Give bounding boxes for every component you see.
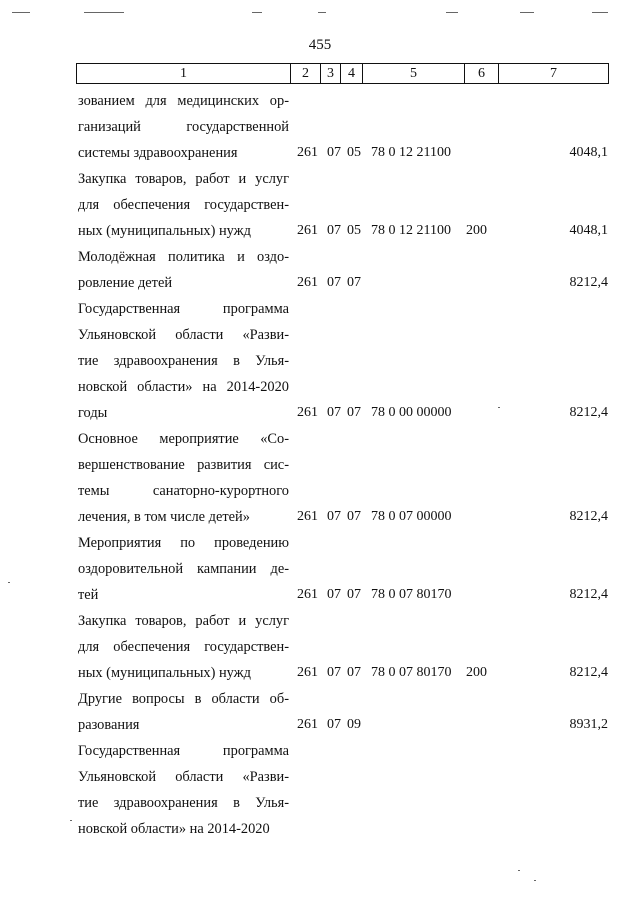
row-description-line: годы bbox=[78, 405, 108, 421]
header-col-5: 5 bbox=[362, 64, 464, 83]
row-amount: 4048,1 bbox=[569, 145, 608, 160]
row-description-line: для обеспечения государствен- bbox=[78, 639, 289, 655]
row-section: 07 bbox=[327, 223, 341, 238]
row-description-line: тие здравоохранения в Улья- bbox=[78, 353, 289, 369]
row-section: 07 bbox=[327, 717, 341, 732]
header-col-2: 2 bbox=[290, 64, 320, 83]
row-subsection: 07 bbox=[347, 587, 361, 602]
row-target-code: 78 0 07 80170 bbox=[371, 665, 452, 680]
row-description-line: ровление детей bbox=[78, 275, 173, 291]
row-amount: 8931,2 bbox=[569, 717, 608, 732]
scan-artifact bbox=[8, 582, 10, 583]
table-row bbox=[0, 244, 640, 296]
row-description-line: Ульяновской области «Разви- bbox=[78, 769, 289, 785]
row-subsection: 05 bbox=[347, 145, 361, 160]
row-description-line: Ульяновской области «Разви- bbox=[78, 327, 289, 343]
scan-artifact bbox=[592, 12, 608, 13]
table-row bbox=[0, 426, 640, 530]
row-section: 07 bbox=[327, 275, 341, 290]
row-description-line: тие здравоохранения в Улья- bbox=[78, 795, 289, 811]
row-code: 261 bbox=[297, 717, 318, 732]
table-row bbox=[0, 738, 640, 842]
row-description-line: для обеспечения государствен- bbox=[78, 197, 289, 213]
scan-artifact bbox=[534, 880, 536, 881]
row-description-line: лечения, в том числе детей» bbox=[78, 509, 250, 525]
row-description-line: Другие вопросы в области об- bbox=[78, 691, 289, 707]
scan-artifact bbox=[84, 12, 124, 13]
row-amount: 8212,4 bbox=[569, 405, 608, 420]
row-subsection: 09 bbox=[347, 717, 361, 732]
row-subsection: 07 bbox=[347, 275, 361, 290]
table-row bbox=[0, 608, 640, 686]
row-target-code: 78 0 12 21100 bbox=[371, 223, 451, 238]
table-row bbox=[0, 88, 640, 166]
table-row bbox=[0, 296, 640, 426]
row-description-line: ных (муниципальных) нужд bbox=[78, 665, 251, 681]
row-amount: 8212,4 bbox=[569, 665, 608, 680]
scan-artifact bbox=[318, 12, 326, 13]
row-code: 261 bbox=[297, 587, 318, 602]
row-description-line: оздоровительной кампании де- bbox=[78, 561, 289, 577]
row-target-code: 78 0 07 80170 bbox=[371, 587, 452, 602]
row-section: 07 bbox=[327, 509, 341, 524]
scan-artifact bbox=[446, 12, 458, 13]
row-target-code: 78 0 07 00000 bbox=[371, 509, 452, 524]
table-header bbox=[76, 63, 609, 84]
row-description-line: Закупка товаров, работ и услуг bbox=[78, 171, 289, 187]
row-amount: 8212,4 bbox=[569, 509, 608, 524]
row-description-line: Государственная программа bbox=[78, 743, 289, 759]
header-col-3: 3 bbox=[320, 64, 340, 83]
row-section: 07 bbox=[327, 405, 341, 420]
row-description-line: Государственная программа bbox=[78, 301, 289, 317]
row-subsection: 07 bbox=[347, 665, 361, 680]
scan-artifact bbox=[12, 12, 30, 13]
scan-artifact bbox=[518, 870, 520, 871]
row-description-line: Молодёжная политика и оздо- bbox=[78, 249, 289, 265]
row-description-line: ных (муниципальных) нужд bbox=[78, 223, 251, 239]
row-expense-type: 200 bbox=[466, 223, 487, 238]
row-description-line: зованием для медицинских ор- bbox=[78, 93, 289, 109]
row-expense-type: 200 bbox=[466, 665, 487, 680]
row-code: 261 bbox=[297, 405, 318, 420]
row-section: 07 bbox=[327, 145, 341, 160]
row-code: 261 bbox=[297, 275, 318, 290]
scan-artifact bbox=[252, 12, 262, 13]
row-subsection: 07 bbox=[347, 509, 361, 524]
row-code: 261 bbox=[297, 665, 318, 680]
row-section: 07 bbox=[327, 665, 341, 680]
scan-artifact bbox=[520, 12, 534, 13]
row-code: 261 bbox=[297, 223, 318, 238]
row-description-line: разования bbox=[78, 717, 140, 733]
row-subsection: 07 bbox=[347, 405, 361, 420]
row-code: 261 bbox=[297, 145, 318, 160]
row-description-line: новской области» на 2014-2020 bbox=[78, 379, 289, 395]
row-target-code: 78 0 12 21100 bbox=[371, 145, 451, 160]
row-target-code: 78 0 00 00000 bbox=[371, 405, 452, 420]
row-description-line: новской области» на 2014-2020 bbox=[78, 821, 270, 837]
row-description-line: системы здравоохранения bbox=[78, 145, 238, 161]
row-code: 261 bbox=[297, 509, 318, 524]
table-row bbox=[0, 166, 640, 244]
scan-artifact bbox=[498, 407, 500, 408]
row-description-line: Основное мероприятие «Со- bbox=[78, 431, 289, 447]
row-section: 07 bbox=[327, 587, 341, 602]
row-amount: 4048,1 bbox=[569, 223, 608, 238]
table-row bbox=[0, 530, 640, 608]
header-col-1: 1 bbox=[180, 66, 187, 81]
table-row bbox=[0, 686, 640, 738]
row-amount: 8212,4 bbox=[569, 275, 608, 290]
row-subsection: 05 bbox=[347, 223, 361, 238]
header-col-7: 7 bbox=[498, 64, 608, 83]
row-description-line: ганизаций государственной bbox=[78, 119, 289, 135]
scan-artifact bbox=[70, 820, 72, 821]
page-number: 455 bbox=[308, 37, 332, 53]
header-col-4: 4 bbox=[340, 64, 362, 83]
row-description-line: вершенствование развития сис- bbox=[78, 457, 289, 473]
row-description-line: тей bbox=[78, 587, 99, 603]
row-description-line: Закупка товаров, работ и услуг bbox=[78, 613, 289, 629]
row-description-line: Мероприятия по проведению bbox=[78, 535, 289, 551]
row-amount: 8212,4 bbox=[569, 587, 608, 602]
header-col-6: 6 bbox=[464, 64, 498, 83]
row-description-line: темы санаторно-курортного bbox=[78, 483, 289, 499]
